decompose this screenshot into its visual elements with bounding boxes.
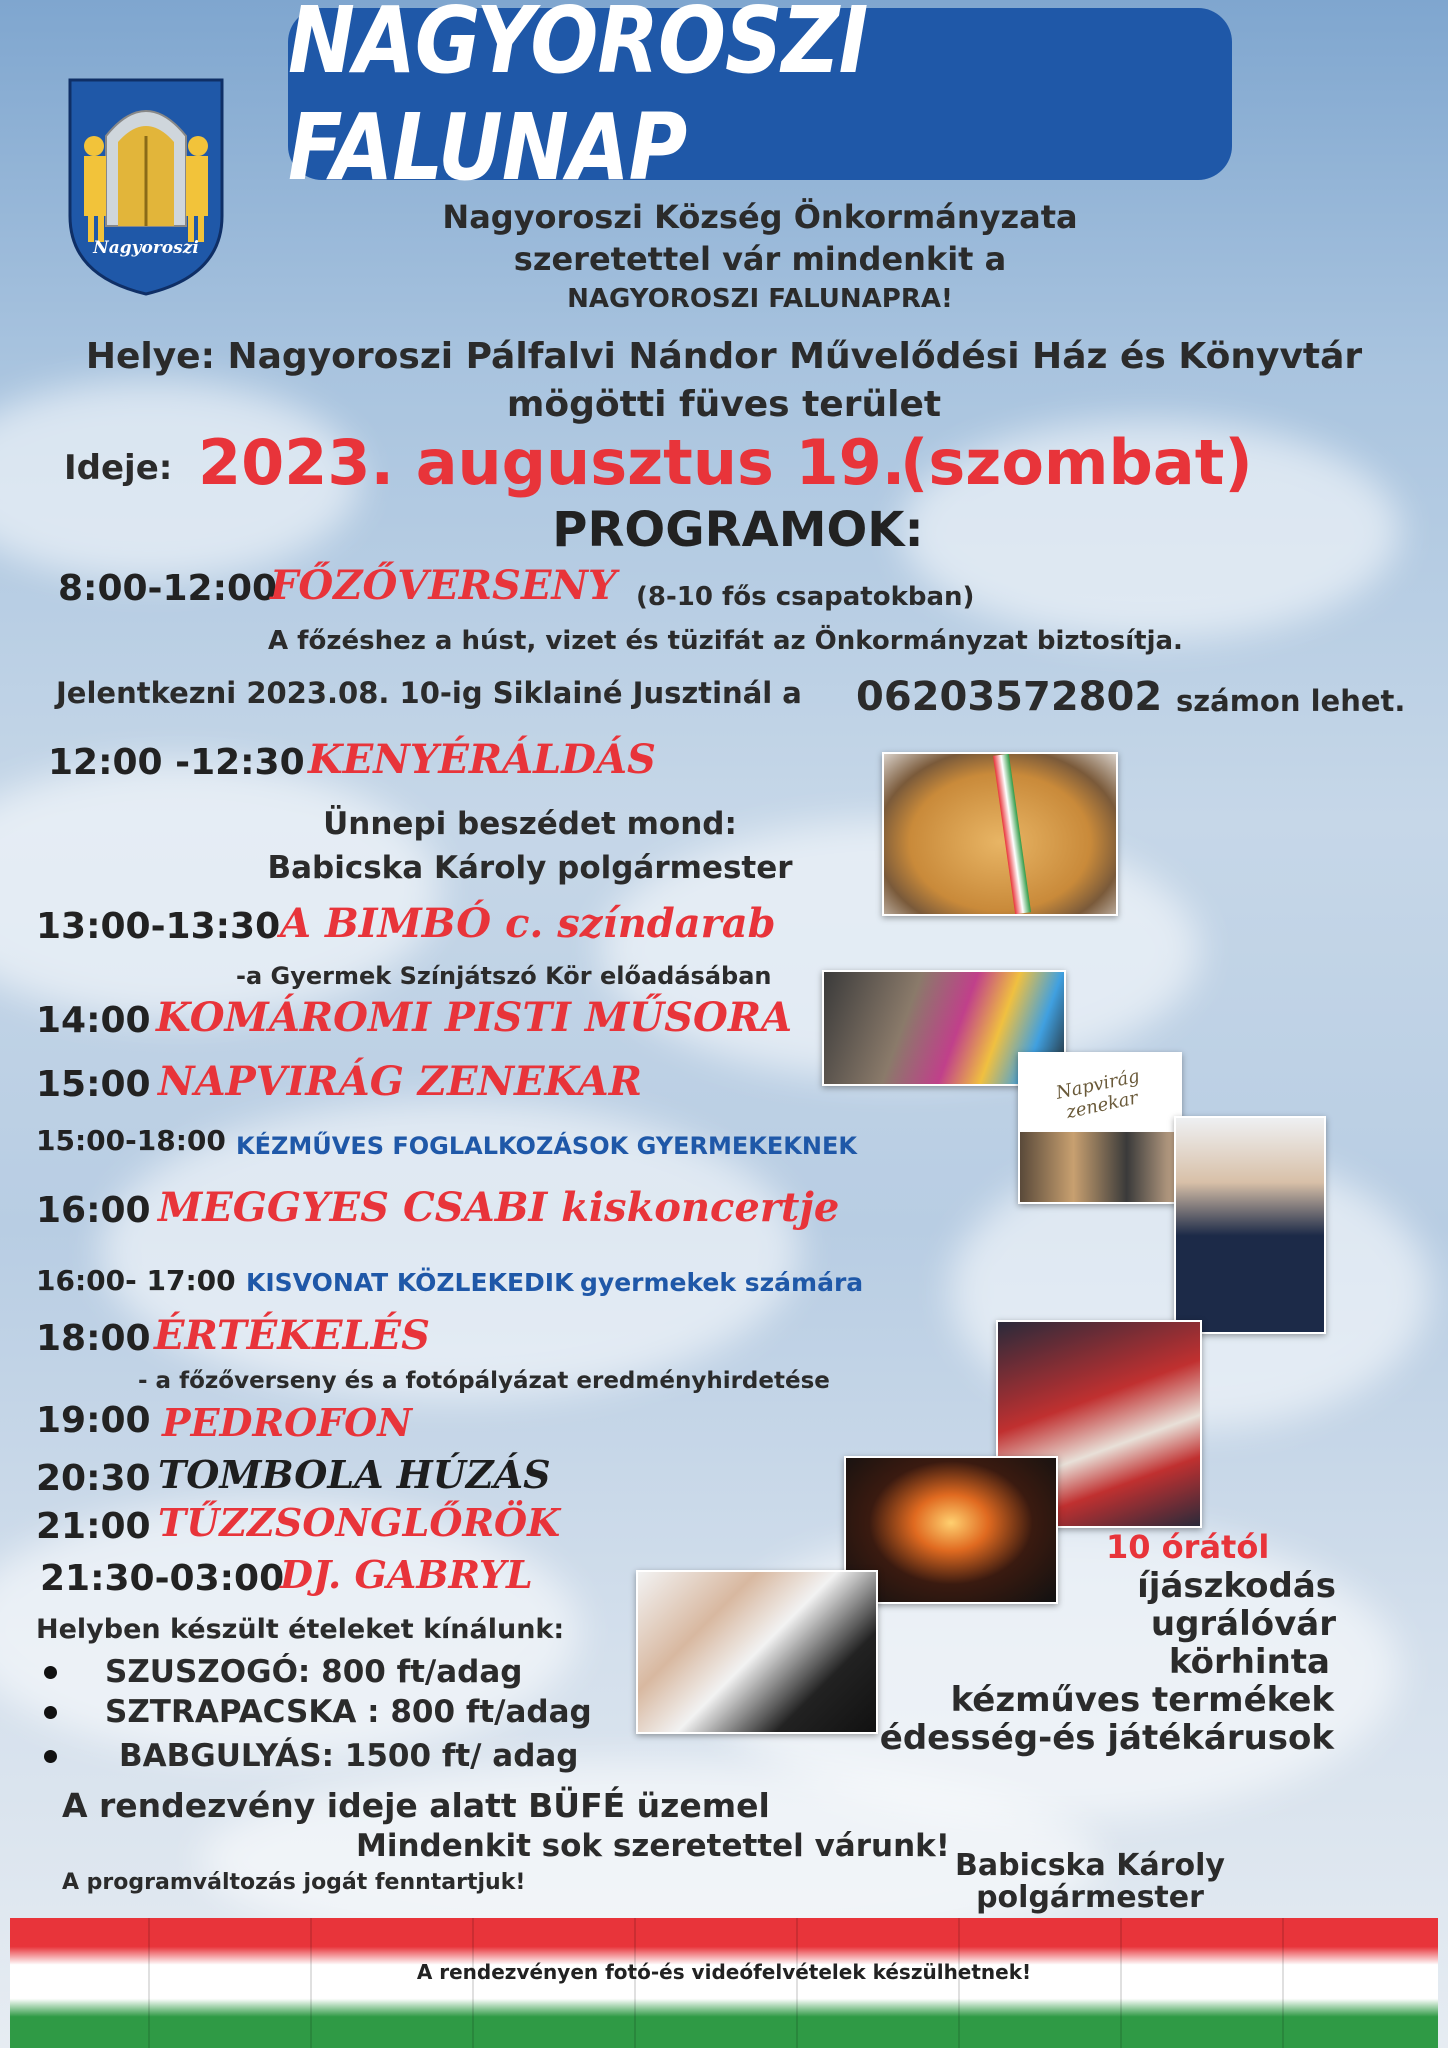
meggyes-photo [1174,1116,1326,1334]
page-title: NAGYOROSZI FALUNAP [288,0,868,201]
flag-banner [10,1918,1438,2048]
date-label: Ideje: [64,448,173,488]
event-title: ÉRTÉKELÉS [154,1312,431,1359]
bullet-icon [44,1666,57,1679]
food-item [44,1694,592,1730]
food-item [44,1654,522,1690]
cooking-title: FŐZŐVERSENY [270,562,617,609]
intro-line-2: szeretettel vár mindenkit a [513,240,1007,278]
disclaimer: A programváltozás jogát fenntartjuk! [62,1870,526,1895]
crafts-time: 15:00-18:00 [36,1124,226,1157]
bullet-icon [44,1706,57,1719]
crafts-text: KÉZMŰVES FOGLALKOZÁSOK GYERMEKEKNEK [236,1132,857,1160]
event-title: KOMÁROMI PISTI MŰSORA [156,994,793,1041]
play-title: A BIMBÓ c. színdarab [280,900,776,947]
napvirag-photo [1018,1052,1182,1204]
cooking-desc: A főzéshez a húst, vizet és tüzifát az Önkormányzat biztosítja. [268,626,1183,656]
cooking-signup-end: számon lehet. [1176,684,1406,718]
food-heading: Helyben készült ételeket kínálunk: [36,1614,565,1645]
title-banner [288,0,1232,201]
event-title: TOMBOLA HÚZÁS [158,1452,551,1497]
event-time: 21:30-03:00 [40,1558,285,1599]
programs-heading: PROGRAMOK: [552,502,924,558]
crest-label: Nagyoroszi [93,238,199,258]
intro-line-3: NAGYOROSZI FALUNAPRA! [567,284,953,314]
napvirag-logo-text: Napvirág zenekar [1054,1065,1142,1124]
event-title: MEGGYES CSABI kiskoncertje [158,1184,840,1231]
side-item: ugrálóvár [1150,1604,1336,1644]
food-item [44,1738,579,1774]
train-text-1: KISVONAT KÖZLEKEDIK [246,1268,574,1297]
date-day: (szombat) [900,426,1253,499]
event-title: DJ. GABRYL [280,1552,533,1597]
bread-title: KENYÉRÁLDÁS [308,736,656,783]
event-time: 19:00 [36,1400,151,1441]
cooking-signup: Jelentkezni 2023.08. 10-ig Siklainé Jusztinál a [56,676,802,710]
event-title: TŰZZSONGLŐRÖK [158,1500,561,1545]
event-time: 21:00 [36,1506,151,1547]
date-value: 2023. augusztus 19. [198,426,906,499]
event-title: PEDROFON [162,1400,412,1445]
event-time: 20:30 [36,1458,151,1499]
food-item-label: SZUSZOGÓ: 800 ft/adag [105,1654,523,1690]
food-item-label: SZTRAPACSKA : 800 ft/adag [105,1694,592,1730]
train-time: 16:00- 17:00 [36,1264,236,1297]
footer-note: A rendezvényen fotó-és videófelvételek készülhetnek! [416,1960,1032,1984]
side-item: kézműves termékek [950,1680,1334,1720]
intro-line-1: Nagyoroszi Község Önkormányzata [442,198,1078,236]
event-time: 16:00 [36,1190,151,1231]
play-time: 13:00-13:30 [36,906,281,947]
bread-speech-2: Babicska Károly polgármester [267,850,793,886]
train-text-2: gyermekek számára [580,1268,864,1297]
results-note: - a főzőverseny és a fotópályázat eredményhirdetése [138,1368,830,1394]
cooking-time: 8:00-12:00 [58,568,278,609]
side-item: körhinta [1168,1642,1330,1682]
bread-speech-1: Ünnepi beszédet mond: [323,806,737,842]
bullet-icon [44,1750,57,1763]
side-item: íjászkodás [1137,1566,1336,1606]
signature-title: polgármester [976,1880,1204,1915]
bread-photo [882,752,1118,916]
side-from: 10 órától [1106,1528,1270,1566]
event-title: NAPVIRÁG ZENEKAR [158,1058,642,1105]
play-sub: -a Gyermek Színjátszó Kör előadásában [236,962,772,990]
side-item: édesség-és játékárusok [879,1718,1334,1758]
event-time: 14:00 [36,1000,151,1041]
coat-of-arms-logo [66,76,226,298]
signature-name: Babicska Károly [955,1848,1225,1883]
welcome-note: Mindenkit sok szeretettel várunk! [356,1828,950,1864]
buffet-note: A rendezvény ideje alatt BÜFÉ üzemel [62,1786,770,1825]
event-time: 18:00 [36,1318,151,1359]
cooking-note: (8-10 fős csapatokban) [636,582,975,612]
bread-time: 12:00 -12:30 [48,742,305,783]
cooking-phone: 06203572802 [856,674,1163,720]
event-time: 15:00 [36,1064,151,1105]
venue-line-1: Helye: Nagyoroszi Pálfalvi Nándor Művelődési Ház és Könyvtár [85,336,1363,377]
venue-line-2: mögötti füves terület [506,384,942,425]
dj-photo [636,1570,878,1734]
food-item-label: BABGULYÁS: 1500 ft/ adag [119,1738,579,1774]
